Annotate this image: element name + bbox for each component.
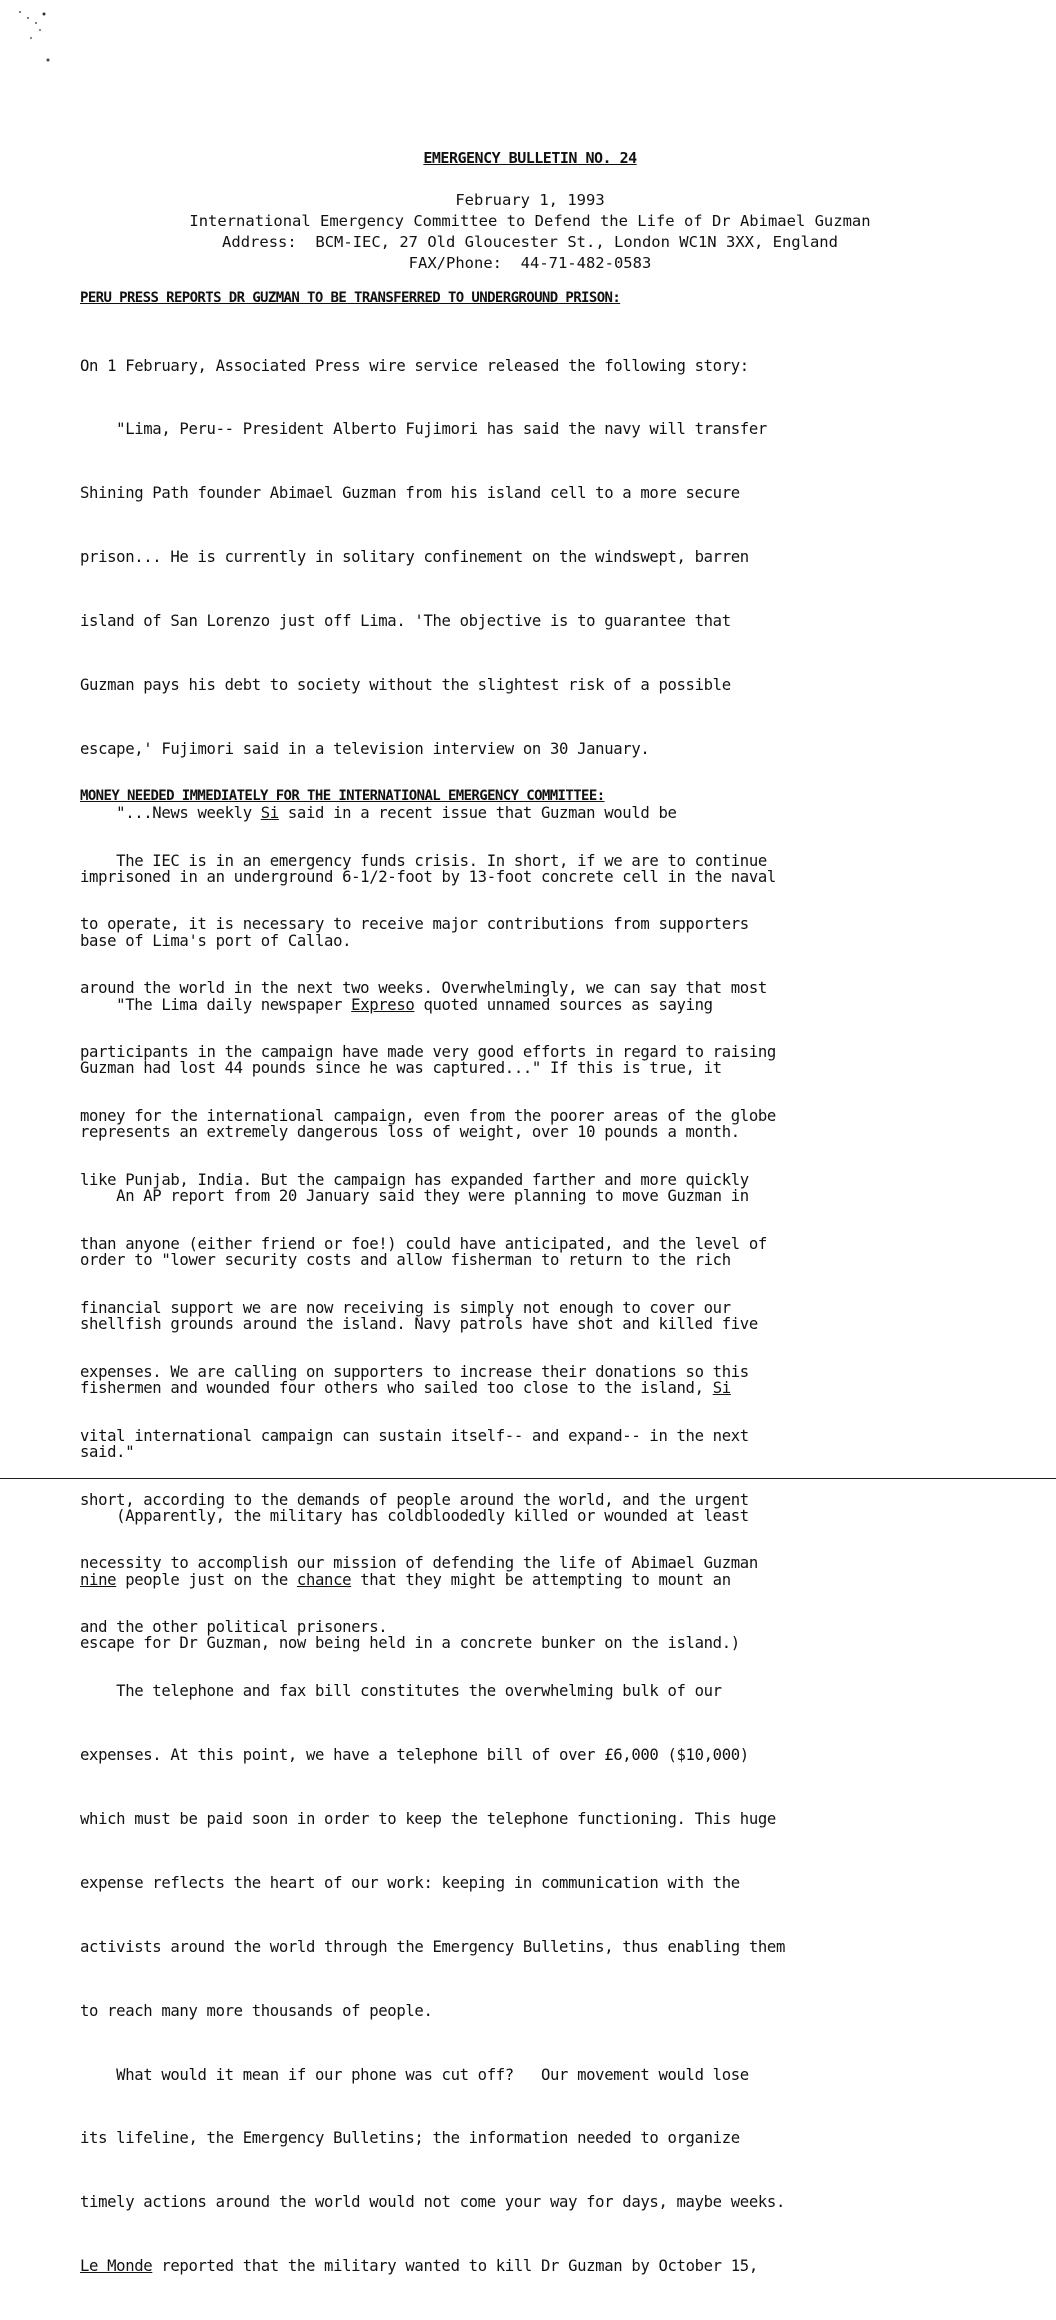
text-fragment: that they might be attempting to mount an — [351, 1570, 731, 1589]
section2-body — [80, 808, 980, 2320]
text-line: short, according to the demands of people around the world, and the urgent — [80, 1490, 749, 1509]
text-line: than anyone (either friend or foe!) could have anticipated, and the level of — [80, 1234, 767, 1253]
committee-address: Address: BCM-IEC, 27 Old Gloucester St., London WC1N 3XX, England — [222, 233, 838, 251]
emphasis-nine: nine — [80, 1570, 117, 1589]
text-line: The IEC is in an emergency funds crisis. In short, if we are to continue — [80, 851, 767, 870]
text-fragment: people just on the — [116, 1570, 297, 1589]
committee-name: International Emergency Committee to Defend the Life of Dr Abimael Guzman — [189, 212, 871, 230]
text-line: escape,' Fujimori said in a television interview on 30 January. — [80, 739, 650, 758]
text-line: expense reflects the heart of our work: keeping in communication with the — [80, 1873, 740, 1892]
fax-phone: FAX/Phone: 44-71-482-0583 — [408, 254, 652, 272]
text-line: base of Lima's port of Callao. — [80, 931, 352, 950]
text-line — [80, 2256, 980, 2277]
text-line: around the world in the next two weeks. Overwhelmingly, we can say that most — [80, 979, 767, 998]
text-line: On 1 February, Associated Press wire service released the following story: — [80, 356, 749, 375]
text-line: which must be paid soon in order to keep the telephone functioning. This huge — [80, 1809, 776, 1828]
text-line: expenses. At this point, we have a telephone bill of over £6,000 ($10,000) — [80, 1746, 749, 1765]
publication-expreso: Expreso — [351, 995, 415, 1014]
text-line: island of San Lorenzo just off Lima. 'The objective is to guarantee that — [80, 612, 731, 631]
text-line: Guzman pays his debt to society without the slightest risk of a possible — [80, 676, 731, 695]
text-fragment: "...News weekly — [80, 803, 261, 822]
text-fragment: quoted unnamed sources as saying — [414, 995, 713, 1014]
text-fragment: fishermen and wounded four others who sailed too close to the island, — [80, 1378, 713, 1397]
text-line: said." — [80, 1442, 135, 1461]
text-line: and the other political prisoners. — [80, 1618, 388, 1637]
text-line: Guzman had lost 44 pounds since he was captured..." If this is true, it — [80, 1059, 722, 1078]
text-line: money for the international campaign, even from the poorer areas of the globe — [80, 1107, 776, 1126]
text-line: necessity to accomplish our mission of defending the life of Abimael Guzman — [80, 1554, 758, 1573]
text-fragment: "The Lima daily newspaper — [80, 995, 352, 1014]
bulletin-title: EMERGENCY BULLETIN NO. 24 — [423, 149, 637, 167]
text-line: imprisoned in an underground 6-1/2-foot by 13-foot concrete cell in the naval — [80, 867, 776, 886]
text-line: financial support we are now receiving is simply not enough to cover our — [80, 1298, 731, 1317]
text-line: timely actions around the world would not come your way for days, maybe weeks. — [80, 2193, 785, 2212]
section-heading-transfer: PERU PRESS REPORTS DR GUZMAN TO BE TRANSFERRED TO UNDERGROUND PRISON: — [80, 290, 621, 306]
section-heading-money: MONEY NEEDED IMMEDIATELY FOR THE INTERNATIONAL EMERGENCY COMMITTEE: — [80, 788, 605, 804]
text-line: like Punjab, India. But the campaign has expanded farther and more quickly — [80, 1171, 749, 1190]
publication-le-monde: Le Monde — [80, 2257, 153, 2276]
text-line: activists around the world through the Emergency Bulletins, thus enabling them — [80, 1937, 785, 1956]
text-line: (Apparently, the military has coldbloodedly killed or wounded at least — [80, 1506, 749, 1525]
publication-si: Si — [712, 1378, 731, 1397]
text-line: Shining Path founder Abimael Guzman from his island cell to a more secure — [80, 484, 740, 503]
text-line: An AP report from 20 January said they were planning to move Guzman in — [80, 1187, 749, 1206]
emphasis-chance: chance — [296, 1570, 352, 1589]
text-line: represents an extremely dangerous loss of weight, over 10 pounds a month. — [80, 1123, 740, 1142]
text-line: its lifeline, the Emergency Bulletins; the information needed to organize — [80, 2129, 740, 2148]
text-line: vital international campaign can sustain itself-- and expand-- in the next — [80, 1426, 749, 1445]
text-line: shellfish grounds around the island. Navy patrols have shot and killed five — [80, 1314, 758, 1333]
text-line: What would it mean if our phone was cut off? Our movement would lose — [80, 2065, 749, 2084]
page-bottom-rule — [0, 1478, 1056, 1479]
bulletin-date: February 1, 1993 — [455, 191, 605, 209]
text-line: escape for Dr Guzman, now being held in a concrete bunker on the island.) — [80, 1634, 740, 1653]
text-fragment: reported that the military wanted to kill Dr Guzman by October 15, — [152, 2257, 758, 2276]
text-line: to reach many more thousands of people. — [80, 2001, 433, 2020]
text-line: participants in the campaign have made very good efforts in regard to raising — [80, 1043, 776, 1062]
text-line: order to "lower security costs and allow fisherman to return to the rich — [80, 1251, 731, 1270]
publication-si: Si — [260, 803, 279, 822]
text-line: to operate, it is necessary to receive major contributions from supporters — [80, 915, 749, 934]
text-line: "Lima, Peru-- President Alberto Fujimori has said the navy will transfer — [80, 420, 767, 439]
text-line: prison... He is currently in solitary confinement on the windswept, barren — [80, 548, 749, 567]
text-line: The telephone and fax bill constitutes the overwhelming bulk of our — [80, 1682, 722, 1701]
text-fragment: said in a recent issue that Guzman would be — [278, 803, 677, 822]
text-line: expenses. We are calling on supporters to increase their donations so this — [80, 1362, 749, 1381]
scan-specks — [18, 8, 78, 78]
